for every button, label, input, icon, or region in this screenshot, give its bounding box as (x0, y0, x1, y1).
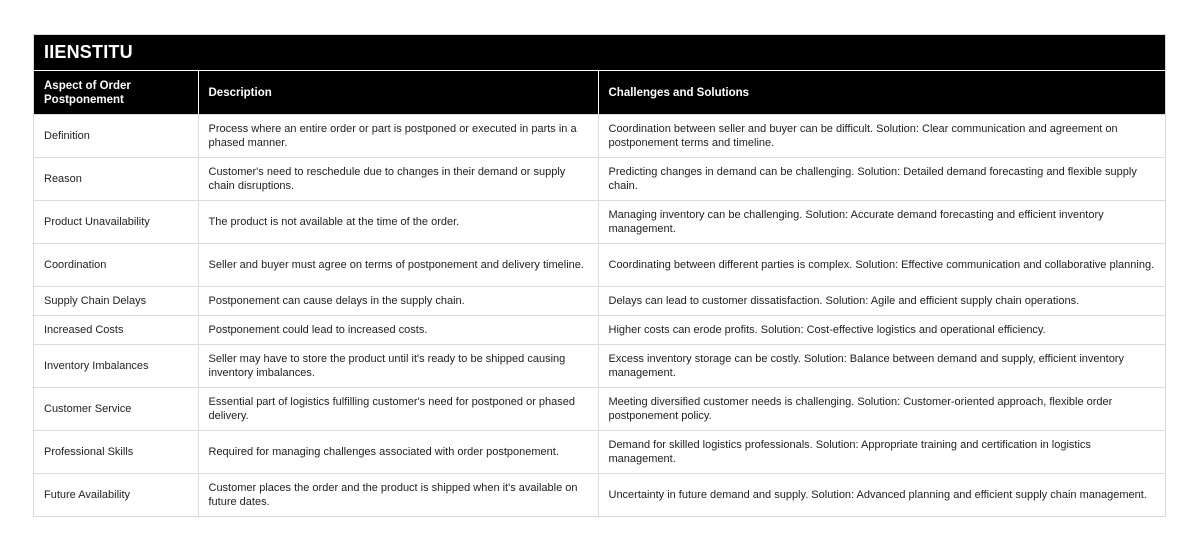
header-description: Description (198, 71, 598, 115)
cell-aspect: Coordination (34, 244, 198, 287)
cell-description: Process where an entire order or part is postponed or executed in parts in a phased manner. (198, 115, 598, 158)
cell-aspect: Professional Skills (34, 431, 198, 474)
cell-description: Postponement can cause delays in the supply chain. (198, 287, 598, 316)
table-row (34, 244, 1165, 287)
cell-challenges: Delays can lead to customer dissatisfaction. Solution: Agile and efficient supply chain operations. (598, 287, 1165, 316)
cell-aspect: Increased Costs (34, 316, 198, 345)
cell-aspect: Future Availability (34, 474, 198, 517)
cell-aspect: Product Unavailability (34, 201, 198, 244)
table-row (34, 158, 1165, 201)
cell-description: Essential part of logistics fulfilling customer's need for postponed or phased delivery. (198, 388, 598, 431)
brand-title: IIENSTITU (34, 35, 1165, 70)
cell-description: Customer places the order and the product is shipped when it's available on future dates. (198, 474, 598, 517)
cell-description: Customer's need to reschedule due to changes in their demand or supply chain disruptions. (198, 158, 598, 201)
cell-aspect: Definition (34, 115, 198, 158)
table-row (34, 316, 1165, 345)
postponement-table (34, 70, 1165, 516)
table-row (34, 287, 1165, 316)
cell-aspect: Customer Service (34, 388, 198, 431)
cell-aspect: Supply Chain Delays (34, 287, 198, 316)
table-row (34, 431, 1165, 474)
cell-challenges: Demand for skilled logistics professionals. Solution: Appropriate training and certification in logistics management. (598, 431, 1165, 474)
cell-challenges: Coordination between seller and buyer can be difficult. Solution: Clear communication and agreement on postponement terms and timeline. (598, 115, 1165, 158)
table-row (34, 115, 1165, 158)
cell-challenges: Uncertainty in future demand and supply. Solution: Advanced planning and efficient supply chain management. (598, 474, 1165, 517)
cell-description: Required for managing challenges associated with order postponement. (198, 431, 598, 474)
table-row (34, 345, 1165, 388)
table-body (34, 115, 1165, 517)
cell-challenges: Meeting diversified customer needs is challenging. Solution: Customer-oriented approach, flexible order postponement policy. (598, 388, 1165, 431)
header-row (34, 71, 1165, 115)
cell-description: Postponement could lead to increased costs. (198, 316, 598, 345)
cell-challenges: Excess inventory storage can be costly. Solution: Balance between demand and supply, efficient inventory management. (598, 345, 1165, 388)
cell-aspect: Reason (34, 158, 198, 201)
cell-challenges: Predicting changes in demand can be challenging. Solution: Detailed demand forecasting and flexible supply chain. (598, 158, 1165, 201)
cell-challenges: Coordinating between different parties is complex. Solution: Effective communication and collaborative planning. (598, 244, 1165, 287)
header-aspect: Aspect of Order Postponement (34, 71, 198, 115)
table-row (34, 201, 1165, 244)
table-container (33, 34, 1166, 517)
cell-aspect: Inventory Imbalances (34, 345, 198, 388)
cell-challenges: Higher costs can erode profits. Solution: Cost-effective logistics and operational efficiency. (598, 316, 1165, 345)
cell-description: Seller and buyer must agree on terms of postponement and delivery timeline. (198, 244, 598, 287)
table-row (34, 474, 1165, 517)
header-challenges: Challenges and Solutions (598, 71, 1165, 115)
cell-description: Seller may have to store the product until it's ready to be shipped causing inventory imbalances. (198, 345, 598, 388)
table-header (34, 71, 1165, 115)
cell-description: The product is not available at the time of the order. (198, 201, 598, 244)
table-row (34, 388, 1165, 431)
cell-challenges: Managing inventory can be challenging. Solution: Accurate demand forecasting and efficient inventory management. (598, 201, 1165, 244)
